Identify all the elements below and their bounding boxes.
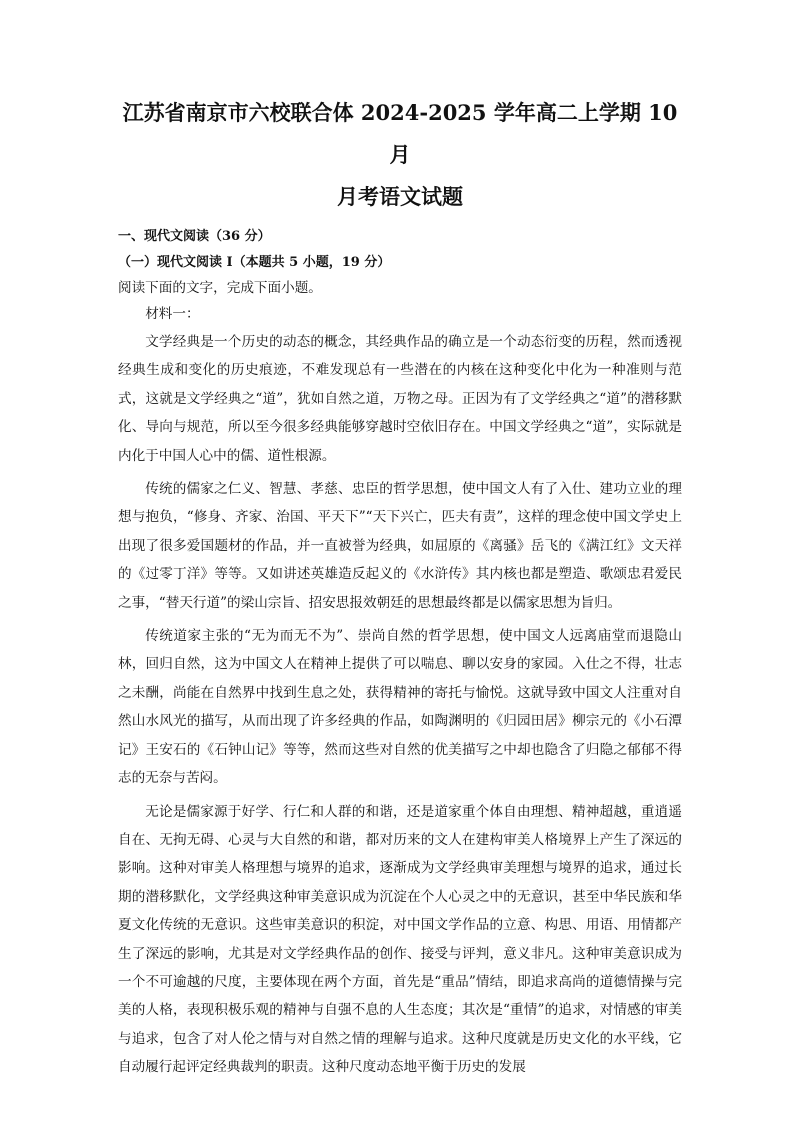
- material-label: 材料一：: [145, 306, 200, 322]
- paragraph-1: 文学经典是一个历史的动态的概念，其经典作品的确立是一个动态衍变的历程，然而透视经典生成和变化的历史痕迹，不难发现总有一些潜在的内核在这种变化中化为一种准则与范式，这就是文学经典之“道”，犹如自然之道，万物之母。正因为有了文学经典之“道”的潜移默化、导向与规范，所以至今很多经典能够穿越时空依旧存在。中国文学经典之“道”，实际就是内化于中国人心中的儒、道性根源。: [118, 334, 682, 464]
- paragraph-4: 无论是儒家源于好学、行仁和人群的和谐，还是道家重个体自由理想、精神超越，重逍遥自在、无拘无碍、心灵与大自然的和谐，都对历来的文人在建构审美人格境界上产生了深远的影响。这种对审美人格理想与境界的追求，逐渐成为文学经典审美理想与境界的追求，通过长期的潜移默化，文学经典这种审美意识成为沉淀在个人心灵之中的无意识，甚至中华民族和华夏文化传统的无意识。这些审美意识的积淀，对中国文学作品的立意、构思、用语、用情都产生了深远的影响，尤其是对文学经典作品的创作、接受与评判，意义非凡。这种审美意识成为一个不可逾越的尺度，主要体现在两个方面，首先是“重品”情结，即追求高尚的道德情操与完美的人格，表现积极乐观的精神与自强不息的人生态度；其次是“重情”的追求，对情感的审美与追求，包含了对人伦之情与对自然之情的理解与追求。这种尺度就是历史文化的水平线，它自动履行起评定经典裁判的职责。这种尺度动态地平衡于历史的发展: [118, 803, 682, 1076]
- reading-instruction: 阅读下面的文字，完成下面小题。: [118, 280, 322, 296]
- exam-title-line-1: 江苏省南京市六校联合体 2024-2025 学年高二上学期 10 月: [122, 100, 678, 167]
- exam-title-line-2: 月考语文试题: [337, 184, 463, 209]
- paragraph-2: 传统的儒家之仁义、智慧、孝慈、忠臣的哲学思想，使中国文人有了入仕、建功立业的理想与抱负，“修身、齐家、治国、平天下”“天下兴亡，匹夫有责”，这样的理念使中国文学史上出现了很多爱国题材的作品，并一直被誉为经典，如屈原的《离骚》岳飞的《满江红》文天祥的《过零丁洋》等等。又如讲述英雄造反起义的《水浒传》其内核也都是塑造、歌颂忠君爱民之事，“替天行道”的梁山宗旨、招安思报效朝廷的思想最终都是以儒家思想为旨归。: [118, 481, 682, 611]
- paragraph-3: 传统道家主张的“无为而无不为”、崇尚自然的哲学思想，使中国文人远离庙堂而退隐山林，回归自然，这为中国文人在精神上提供了可以喘息、聊以安身的家园。入仕之不得，壮志之未酬，尚能在自然界中找到生息之处，获得精神的寄托与愉悦。这就导致中国文人注重对自然山水风光的描写，从而出现了许多经典的作品，如陶渊明的《归园田居》柳宗元的《小石潭记》王安石的《石钟山记》等等，然而这些对自然的优美描写之中却也隐含了归隐之郁郁不得志的无奈与苦闷。: [118, 628, 682, 787]
- section-heading: 一、现代文阅读（36 分）: [118, 229, 271, 244]
- subsection-heading: （一）现代文阅读 I（本题共 5 小题，19 分）: [118, 255, 391, 270]
